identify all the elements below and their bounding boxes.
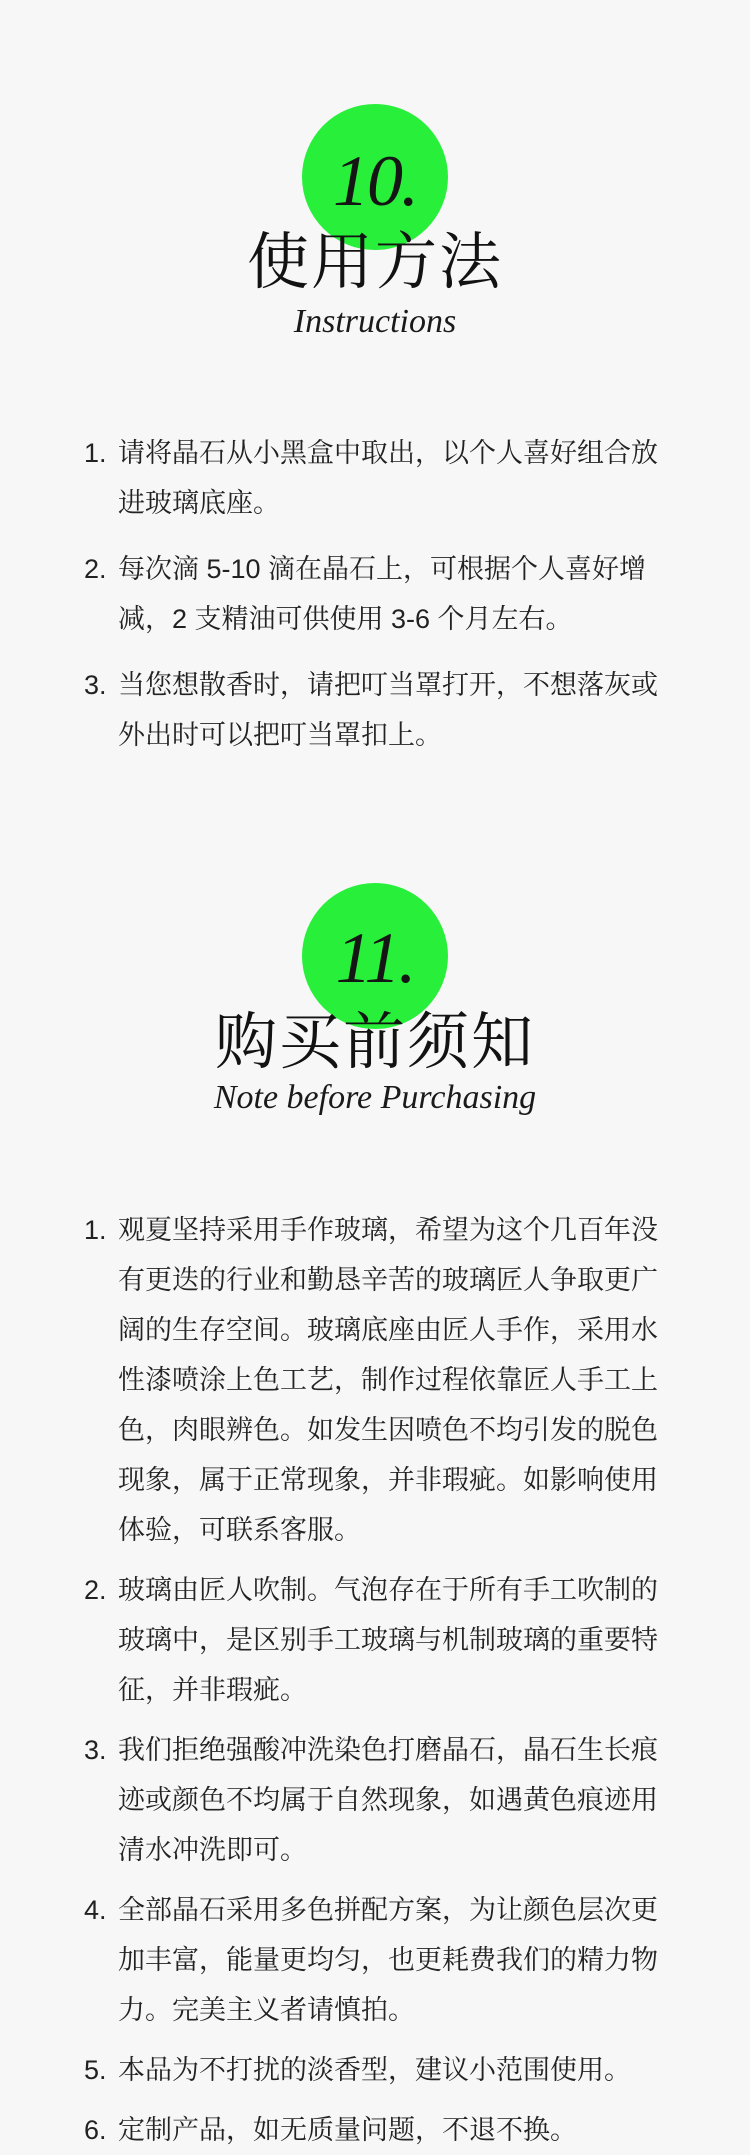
section-title-en: Instructions [293,303,457,340]
instructions-list [84,428,684,760]
section-title-zh: 使用方法 [246,225,503,298]
list-item [84,2045,684,2095]
list-item-number: 5. [84,2055,107,2085]
list-item [84,1885,684,2035]
section-number: 11. [335,918,415,998]
list-item-number: 2. [84,554,107,584]
list-item-text: 玻璃由匠人吹制。气泡存在于所有手工吹制的玻璃中，是区别手工玻璃与机制玻璃的重要特征，并非瑕疵。 [118,1575,658,1705]
list-item-number: 3. [84,670,107,700]
list-item [84,1565,684,1715]
list-item-text: 定制产品，如无质量问题，不退不换。 [118,2115,577,2145]
list-item-text: 当您想散香时，请把叮当罩打开，不想落灰或外出时可以把叮当罩扣上。 [118,670,658,750]
list-item-number: 1. [84,1215,107,1245]
list-item-text: 全部晶石采用多色拼配方案，为让颜色层次更加丰富，能量更均匀，也更耗费我们的精力物力。完美主义者请慎拍。 [118,1895,658,2025]
list-item [84,660,684,760]
list-item-number: 2. [84,1575,107,1605]
list-item-number: 1. [84,438,107,468]
purchase-notes-list [84,1205,684,2155]
list-item [84,2105,684,2155]
list-item [84,1205,684,1555]
list-item-text: 我们拒绝强酸冲洗染色打磨晶石，晶石生长痕迹或颜色不均属于自然现象，如遇黄色痕迹用清水冲洗即可。 [118,1735,658,1865]
list-item [84,1725,684,1875]
list-item-text: 观夏坚持采用手作玻璃，希望为这个几百年没有更迭的行业和勤恳辛苦的玻璃匠人争取更广阔的生存空间。玻璃底座由匠人手作，采用水性漆喷涂上色工艺，制作过程依靠匠人手工上色，肉眼辨色。如发生因喷色不均引发的脱色现象，属于正常现象，并非瑕疵。如影响使用体验，可联系客服。 [118,1215,658,1545]
list-item [84,544,684,644]
list-item-text: 本品为不打扰的淡香型，建议小范围使用。 [118,2055,631,2085]
list-item-text: 每次滴 5-10 滴在晶石上，可根据个人喜好增减，2 支精油可供使用 3-6 个月左右。 [118,554,647,634]
list-item-number: 4. [84,1895,107,1925]
list-item-number: 3. [84,1735,107,1765]
section-title-zh: 购买前须知 [214,1005,535,1078]
section-title-en: Note before Purchasing [213,1079,537,1116]
list-item [84,428,684,528]
list-item-text: 请将晶石从小黑盒中取出，以个人喜好组合放进玻璃底座。 [118,438,658,518]
list-item-number: 6. [84,2115,107,2145]
section-number: 10. [333,141,417,221]
